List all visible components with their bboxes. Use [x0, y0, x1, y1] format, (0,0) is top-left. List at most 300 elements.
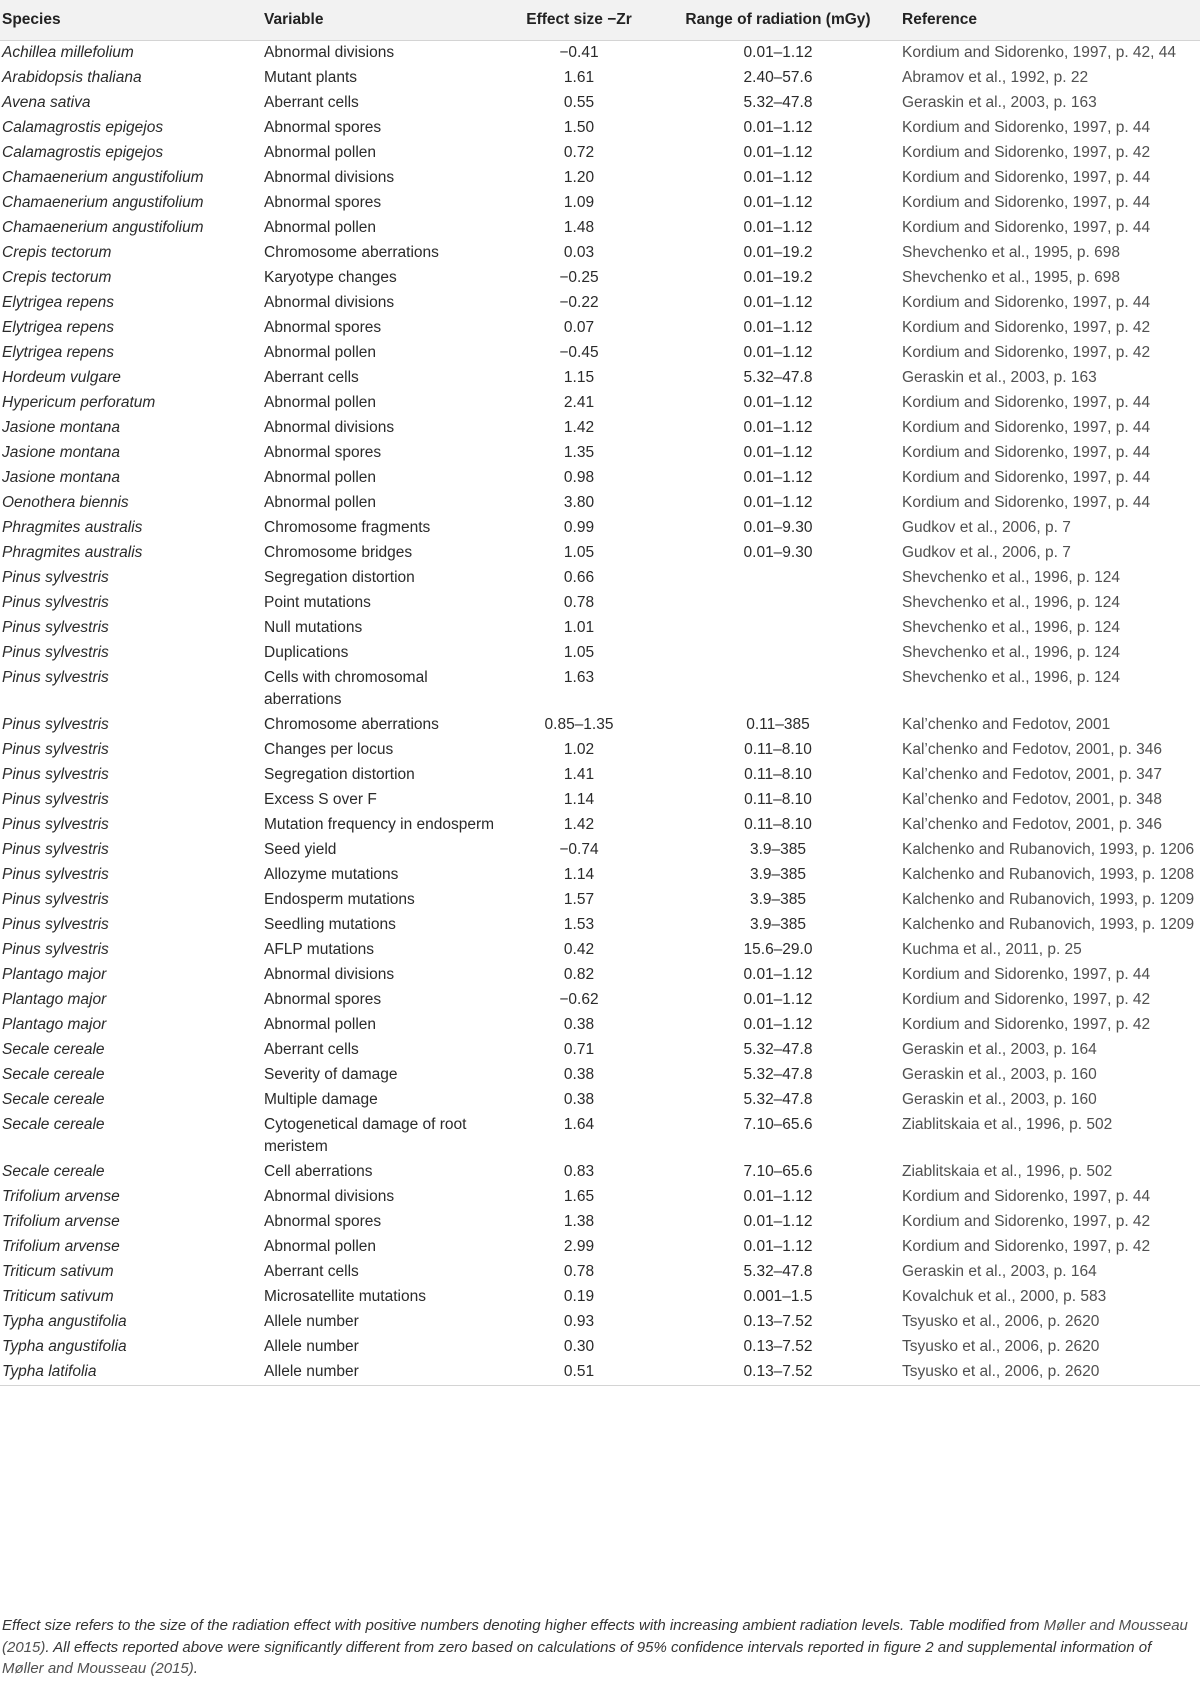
- table-row: [0, 91, 1200, 116]
- cell-effect-size: 1.02: [563, 741, 595, 758]
- cell-species: Jasione montana: [2, 419, 121, 436]
- cell-species: Chamaenerium angustifolium: [2, 194, 204, 211]
- table-row: [0, 1285, 1200, 1310]
- cell-variable: Cell aberrations: [264, 1163, 373, 1180]
- cell-radiation-range: 0.01–9.30: [743, 544, 813, 561]
- cell-species: Triticum sativum: [2, 1288, 114, 1305]
- cell-reference[interactable]: Kordium and Sidorenko, 1997, p. 42: [902, 319, 1151, 336]
- cell-radiation-range: 0.01–19.2: [743, 269, 813, 286]
- cell-effect-size: 1.42: [563, 816, 595, 833]
- table-row: [0, 166, 1200, 191]
- cell-species: Triticum sativum: [2, 1263, 114, 1280]
- cell-reference[interactable]: Kordium and Sidorenko, 1997, p. 42: [902, 1016, 1151, 1033]
- cell-radiation-range: 0.01–1.12: [743, 991, 813, 1008]
- table-row: [0, 491, 1200, 516]
- cell-species: Crepis tectorum: [2, 269, 112, 286]
- cell-species: Hordeum vulgare: [2, 369, 121, 386]
- cell-radiation-range: 3.9–385: [749, 841, 807, 858]
- table-row: [0, 141, 1200, 166]
- table-header: [0, 0, 1200, 41]
- cell-species: Trifolium arvense: [2, 1188, 120, 1205]
- cell-effect-size: 0.30: [563, 1338, 595, 1355]
- cell-species: Pinus sylvestris: [2, 619, 109, 636]
- cell-effect-size: 0.55: [563, 94, 595, 111]
- cell-effect-size: 1.53: [563, 916, 595, 933]
- cell-variable: Segregation distortion: [264, 766, 415, 783]
- cell-effect-size: 1.61: [563, 69, 595, 86]
- cell-reference[interactable]: Kovalchuk et al., 2000, p. 583: [902, 1288, 1107, 1305]
- cell-radiation-range: 0.01–1.12: [743, 469, 813, 486]
- header-reference: Reference: [902, 0, 1200, 41]
- cell-effect-size: 1.65: [563, 1188, 595, 1205]
- cell-effect-size: 0.07: [563, 319, 595, 336]
- cell-variable: Endosperm mutations: [264, 891, 415, 908]
- cell-species: Jasione montana: [2, 444, 121, 461]
- cell-effect-size: 1.35: [563, 444, 595, 461]
- cell-reference[interactable]: Geraskin et al., 2003, p. 160: [902, 1091, 1097, 1108]
- cell-effect-size: 1.15: [563, 369, 595, 386]
- cell-species: Plantago major: [2, 991, 107, 1008]
- cell-species: Trifolium arvense: [2, 1213, 120, 1230]
- cell-reference[interactable]: Shevchenko et al., 1996, p. 124: [902, 669, 1121, 686]
- cell-species: Chamaenerium angustifolium: [2, 169, 204, 186]
- cell-variable: Aberrant cells: [264, 1263, 359, 1280]
- cell-reference[interactable]: Kalchenko and Rubanovich, 1993, p. 1206: [902, 841, 1195, 858]
- cell-species: Calamagrostis epigejos: [2, 119, 164, 136]
- cell-species: Pinus sylvestris: [2, 594, 109, 611]
- cell-variable: Abnormal pollen: [264, 469, 377, 486]
- cell-species: Calamagrostis epigejos: [2, 144, 164, 161]
- table-row: [0, 466, 1200, 491]
- cell-variable: Abnormal pollen: [264, 1016, 377, 1033]
- cell-reference[interactable]: Kordium and Sidorenko, 1997, p. 42: [902, 1213, 1151, 1230]
- cell-reference[interactable]: Kordium and Sidorenko, 1997, p. 42: [902, 144, 1151, 161]
- cell-reference[interactable]: Shevchenko et al., 1996, p. 124: [902, 619, 1121, 636]
- cell-radiation-range: 0.001–1.5: [743, 1288, 813, 1305]
- cell-variable: Point mutations: [264, 594, 371, 611]
- cell-variable: Allele number: [264, 1313, 359, 1330]
- table-row: [0, 888, 1200, 913]
- table-row: [0, 913, 1200, 938]
- cell-effect-size: −0.22: [559, 294, 599, 311]
- table-row: [0, 1235, 1200, 1260]
- cell-reference[interactable]: Kordium and Sidorenko, 1997, p. 44: [902, 119, 1151, 136]
- cell-species: Pinus sylvestris: [2, 941, 109, 958]
- table-row: [0, 1160, 1200, 1185]
- cell-effect-size: −0.41: [559, 44, 599, 61]
- table-row: [0, 541, 1200, 566]
- cell-effect-size: 0.38: [563, 1016, 595, 1033]
- table-row: [0, 391, 1200, 416]
- cell-species: Trifolium arvense: [2, 1238, 120, 1255]
- cell-radiation-range: 0.13–7.52: [743, 1338, 813, 1355]
- cell-reference[interactable]: Ziablitskaia et al., 1996, p. 502: [902, 1163, 1113, 1180]
- cell-reference[interactable]: Kordium and Sidorenko, 1997, p. 44: [902, 169, 1151, 186]
- cell-reference[interactable]: Geraskin et al., 2003, p. 164: [902, 1263, 1097, 1280]
- cell-variable: Abnormal spores: [264, 194, 382, 211]
- cell-variable: Excess S over F: [264, 791, 377, 808]
- cell-radiation-range: [658, 616, 902, 641]
- cell-variable: Chromosome aberrations: [264, 244, 439, 261]
- cell-radiation-range: 0.01–1.12: [743, 219, 813, 236]
- cell-variable: Chromosome fragments: [264, 519, 431, 536]
- table-body: [0, 41, 1200, 1386]
- cell-reference[interactable]: Shevchenko et al., 1995, p. 698: [902, 269, 1121, 286]
- cell-species: Elytrigea repens: [2, 344, 115, 361]
- cell-species: Secale cereale: [2, 1091, 105, 1108]
- cell-effect-size: 0.82: [563, 966, 595, 983]
- cell-reference[interactable]: Kordium and Sidorenko, 1997, p. 44: [902, 444, 1151, 461]
- cell-radiation-range: 5.32–47.8: [743, 1091, 813, 1108]
- cell-effect-size: 1.50: [563, 119, 595, 136]
- cell-effect-size: 1.14: [563, 791, 595, 808]
- cell-effect-size: −0.45: [559, 344, 599, 361]
- cell-species: Typha angustifolia: [2, 1313, 127, 1330]
- cell-effect-size: 3.80: [563, 494, 595, 511]
- cell-species: Arabidopsis thaliana: [2, 69, 142, 86]
- cell-reference[interactable]: Kal’chenko and Fedotov, 2001, p. 348: [902, 791, 1162, 808]
- table-row: [0, 416, 1200, 441]
- cell-reference[interactable]: Kordium and Sidorenko, 1997, p. 42: [902, 991, 1151, 1008]
- cell-radiation-range: 3.9–385: [749, 916, 807, 933]
- cell-radiation-range: 5.32–47.8: [743, 1066, 813, 1083]
- cell-species: Chamaenerium angustifolium: [2, 219, 204, 236]
- cell-variable: Abnormal pollen: [264, 344, 377, 361]
- cell-species: Pinus sylvestris: [2, 741, 109, 758]
- cell-variable: Abnormal divisions: [264, 1188, 395, 1205]
- cell-effect-size: 0.38: [563, 1091, 595, 1108]
- footnote-text-3: .: [193, 1660, 198, 1677]
- cell-variable: Chromosome aberrations: [264, 716, 439, 733]
- cell-reference[interactable]: Kordium and Sidorenko, 1997, p. 44: [902, 419, 1151, 436]
- cell-radiation-range: 0.01–1.12: [743, 419, 813, 436]
- table-row: [0, 216, 1200, 241]
- cell-effect-size: −0.25: [559, 269, 599, 286]
- cell-radiation-range: 0.01–1.12: [743, 319, 813, 336]
- cell-species: Elytrigea repens: [2, 319, 115, 336]
- cell-radiation-range: 5.32–47.8: [743, 1263, 813, 1280]
- table-row: [0, 1013, 1200, 1038]
- cell-effect-size: 0.66: [563, 569, 595, 586]
- header-radiation-range: Range of radiation (mGy): [658, 0, 902, 41]
- cell-reference[interactable]: Shevchenko et al., 1996, p. 124: [902, 594, 1121, 611]
- cell-effect-size: 1.64: [563, 1116, 595, 1133]
- cell-species: Pinus sylvestris: [2, 766, 109, 783]
- cell-species: Pinus sylvestris: [2, 916, 109, 933]
- table-row: [0, 738, 1200, 763]
- cell-effect-size: 2.99: [563, 1238, 595, 1255]
- cell-effect-size: 0.19: [563, 1288, 595, 1305]
- table-row: [0, 591, 1200, 616]
- cell-effect-size: 2.41: [563, 394, 595, 411]
- table-row: [0, 41, 1200, 67]
- cell-species: Typha angustifolia: [2, 1338, 127, 1355]
- cell-variable: Abnormal divisions: [264, 966, 395, 983]
- table-row: [0, 616, 1200, 641]
- cell-species: Plantago major: [2, 966, 107, 983]
- cell-radiation-range: 0.11–8.10: [744, 741, 812, 758]
- cell-variable: Cells with chromosomal aberrations: [264, 669, 428, 708]
- cell-variable: Allele number: [264, 1338, 359, 1355]
- cell-variable: Mutant plants: [264, 69, 358, 86]
- table-row: [0, 1360, 1200, 1386]
- cell-species: Oenothera biennis: [2, 494, 129, 511]
- cell-variable: Aberrant cells: [264, 1041, 359, 1058]
- cell-species: Pinus sylvestris: [2, 816, 109, 833]
- table-row: [0, 1038, 1200, 1063]
- table-row: [0, 441, 1200, 466]
- cell-species: Crepis tectorum: [2, 244, 112, 261]
- cell-reference[interactable]: Kordium and Sidorenko, 1997, p. 42, 44: [902, 44, 1177, 61]
- cell-radiation-range: 0.01–1.12: [743, 44, 813, 61]
- table-footnote: [2, 1615, 1196, 1680]
- cell-variable: Aberrant cells: [264, 94, 359, 111]
- cell-species: Avena sativa: [2, 94, 91, 111]
- table-row: [0, 66, 1200, 91]
- table-row: [0, 1260, 1200, 1285]
- cell-radiation-range: 0.01–1.12: [743, 294, 813, 311]
- cell-reference[interactable]: Kordium and Sidorenko, 1997, p. 44: [902, 1188, 1151, 1205]
- cell-variable: Abnormal spores: [264, 444, 382, 461]
- cell-reference[interactable]: Gudkov et al., 2006, p. 7: [902, 519, 1071, 536]
- cell-radiation-range: 0.01–1.12: [743, 444, 813, 461]
- cell-radiation-range: 0.01–1.12: [743, 494, 813, 511]
- cell-effect-size: 0.98: [563, 469, 595, 486]
- cell-radiation-range: 0.01–19.2: [743, 244, 813, 261]
- cell-radiation-range: 7.10–65.6: [743, 1163, 813, 1180]
- header-row: [0, 0, 1200, 41]
- cell-variable: Mutation frequency in endosperm: [264, 816, 495, 833]
- cell-species: Secale cereale: [2, 1041, 105, 1058]
- cell-effect-size: 0.78: [563, 594, 595, 611]
- cell-reference[interactable]: Kordium and Sidorenko, 1997, p. 44: [902, 294, 1151, 311]
- cell-variable: Abnormal divisions: [264, 419, 395, 436]
- table-row: [0, 641, 1200, 666]
- cell-effect-size: 0.93: [563, 1313, 595, 1330]
- table-row: [0, 291, 1200, 316]
- cell-radiation-range: 2.40–57.6: [743, 69, 813, 86]
- cell-effect-size: 0.03: [563, 244, 595, 261]
- cell-radiation-range: 0.13–7.52: [658, 1360, 902, 1386]
- cell-variable: Abnormal spores: [264, 991, 382, 1008]
- cell-reference[interactable]: Kalchenko and Rubanovich, 1993, p. 1209: [902, 891, 1195, 908]
- cell-reference[interactable]: Kordium and Sidorenko, 1997, p. 44: [902, 469, 1151, 486]
- cell-radiation-range: [658, 641, 902, 666]
- cell-species: Pinus sylvestris: [2, 569, 109, 586]
- cell-radiation-range: 0.11–8.10: [744, 816, 812, 833]
- cell-reference[interactable]: Kal’chenko and Fedotov, 2001, p. 346: [902, 816, 1162, 833]
- cell-effect-size: 0.83: [563, 1163, 595, 1180]
- cell-effect-size: 0.51: [504, 1360, 658, 1386]
- table-row: [0, 1210, 1200, 1235]
- cell-effect-size: 1.20: [563, 169, 595, 186]
- cell-radiation-range: 0.01–9.30: [743, 519, 813, 536]
- cell-reference[interactable]: Geraskin et al., 2003, p. 163: [902, 369, 1097, 386]
- cell-reference[interactable]: Kordium and Sidorenko, 1997, p. 44: [902, 219, 1151, 236]
- cell-variable: Allozyme mutations: [264, 866, 399, 883]
- cell-variable: Abnormal spores: [264, 319, 382, 336]
- cell-variable: Cytogenetical damage of root meristem: [264, 1116, 467, 1155]
- cell-effect-size: 1.05: [563, 644, 595, 661]
- cell-radiation-range: 5.32–47.8: [743, 369, 813, 386]
- cell-radiation-range: 0.13–7.52: [743, 1313, 813, 1330]
- cell-reference[interactable]: Kordium and Sidorenko, 1997, p. 44: [902, 494, 1151, 511]
- cell-effect-size: 0.38: [563, 1066, 595, 1083]
- cell-reference[interactable]: Geraskin et al., 2003, p. 163: [902, 94, 1097, 111]
- table-row: [0, 1335, 1200, 1360]
- cell-effect-size: 0.99: [563, 519, 595, 536]
- table-row: [0, 788, 1200, 813]
- cell-effect-size: 1.57: [563, 891, 595, 908]
- header-species: Species: [0, 0, 264, 41]
- cell-reference[interactable]: Kalchenko and Rubanovich, 1993, p. 1208: [902, 866, 1195, 883]
- footnote-citation-1[interactable]: Møller and Mousseau (2015): [2, 1617, 1188, 1656]
- cell-effect-size: 1.63: [563, 669, 595, 686]
- table-row: [0, 266, 1200, 291]
- cell-reference[interactable]: Kordium and Sidorenko, 1997, p. 44: [902, 394, 1151, 411]
- cell-radiation-range: 0.01–1.12: [743, 119, 813, 136]
- table-row: [0, 963, 1200, 988]
- table-row: [0, 938, 1200, 963]
- cell-variable: Abnormal pollen: [264, 144, 377, 161]
- table-row: [0, 116, 1200, 141]
- table-row: [0, 1113, 1200, 1160]
- table-row: [0, 516, 1200, 541]
- header-effect-size: Effect size −Zr: [504, 0, 658, 41]
- cell-species: Secale cereale: [2, 1163, 105, 1180]
- cell-species: Pinus sylvestris: [2, 841, 109, 858]
- cell-radiation-range: 0.01–1.12: [743, 169, 813, 186]
- cell-reference[interactable]: Geraskin et al., 2003, p. 160: [902, 1066, 1097, 1083]
- cell-variable: Null mutations: [264, 619, 363, 636]
- cell-reference[interactable]: Ziablitskaia et al., 1996, p. 502: [902, 1116, 1113, 1133]
- cell-variable: Abnormal divisions: [264, 294, 395, 311]
- cell-radiation-range: 0.01–1.12: [743, 194, 813, 211]
- cell-reference[interactable]: Shevchenko et al., 1996, p. 124: [902, 644, 1121, 661]
- cell-variable: Changes per locus: [264, 741, 394, 758]
- cell-radiation-range: 0.11–385: [746, 716, 810, 733]
- cell-reference[interactable]: Kal’chenko and Fedotov, 2001: [902, 716, 1111, 733]
- cell-variable: Multiple damage: [264, 1091, 378, 1108]
- cell-species: Pinus sylvestris: [2, 791, 109, 808]
- cell-reference[interactable]: Geraskin et al., 2003, p. 164: [902, 1041, 1097, 1058]
- cell-radiation-range: 0.01–1.12: [743, 966, 813, 983]
- cell-radiation-range: 0.01–1.12: [743, 144, 813, 161]
- cell-reference[interactable]: Abramov et al., 1992, p. 22: [902, 69, 1089, 86]
- cell-species: Secale cereale: [2, 1066, 105, 1083]
- cell-variable: Abnormal spores: [264, 1213, 382, 1230]
- cell-radiation-range: 3.9–385: [749, 866, 807, 883]
- table-row: [0, 863, 1200, 888]
- cell-radiation-range: 0.01–1.12: [743, 394, 813, 411]
- cell-variable: Seedling mutations: [264, 916, 396, 933]
- cell-variable: Severity of damage: [264, 1066, 398, 1083]
- cell-effect-size: 1.05: [563, 544, 595, 561]
- cell-species: Plantago major: [2, 1016, 107, 1033]
- table-row: [0, 1185, 1200, 1210]
- table-row: [0, 713, 1200, 738]
- cell-reference[interactable]: Kal’chenko and Fedotov, 2001, p. 347: [902, 766, 1162, 783]
- cell-effect-size: 1.48: [563, 219, 595, 236]
- cell-reference[interactable]: Tsyusko et al., 2006, p. 2620: [902, 1338, 1100, 1355]
- cell-reference[interactable]: Gudkov et al., 2006, p. 7: [902, 544, 1071, 561]
- table-row: [0, 988, 1200, 1013]
- cell-variable: Abnormal spores: [264, 119, 382, 136]
- cell-variable: AFLP mutations: [264, 941, 374, 958]
- cell-reference[interactable]: Kordium and Sidorenko, 1997, p. 42: [902, 344, 1151, 361]
- table-row: [0, 1063, 1200, 1088]
- cell-reference[interactable]: Tsyusko et al., 2006, p. 2620: [902, 1360, 1200, 1386]
- cell-radiation-range: 0.11–8.10: [744, 766, 812, 783]
- table-row: [0, 191, 1200, 216]
- cell-radiation-range: 7.10–65.6: [743, 1116, 813, 1133]
- cell-variable: Aberrant cells: [264, 369, 359, 386]
- cell-reference[interactable]: Kalchenko and Rubanovich, 1993, p. 1209: [902, 916, 1195, 933]
- footnote-text-2: . All effects reported above were significantly different from zero based on calculations of 95% confidence intervals reported in figure 2 and supplemental information of: [45, 1638, 1152, 1656]
- cell-reference[interactable]: Kordium and Sidorenko, 1997, p. 44: [902, 194, 1151, 211]
- cell-reference[interactable]: Kuchma et al., 2011, p. 25: [902, 941, 1082, 958]
- table-row: [0, 666, 1200, 713]
- cell-reference[interactable]: Shevchenko et al., 1996, p. 124: [902, 569, 1121, 586]
- cell-reference[interactable]: Tsyusko et al., 2006, p. 2620: [902, 1313, 1100, 1330]
- table-row: [0, 1310, 1200, 1335]
- cell-reference[interactable]: Kordium and Sidorenko, 1997, p. 44: [902, 966, 1151, 983]
- cell-species: Phragmites australis: [2, 544, 143, 561]
- cell-species: Pinus sylvestris: [2, 716, 109, 733]
- cell-reference[interactable]: Kal’chenko and Fedotov, 2001, p. 346: [902, 741, 1162, 758]
- cell-effect-size: 1.01: [563, 619, 595, 636]
- cell-effect-size: 1.38: [563, 1213, 595, 1230]
- cell-effect-size: 0.85–1.35: [544, 716, 614, 733]
- cell-radiation-range: 3.9–385: [749, 891, 807, 908]
- cell-radiation-range: 0.01–1.12: [743, 344, 813, 361]
- cell-species: Jasione montana: [2, 469, 121, 486]
- cell-variable: Abnormal pollen: [264, 394, 377, 411]
- cell-species: Pinus sylvestris: [2, 644, 109, 661]
- cell-species: Phragmites australis: [2, 519, 143, 536]
- cell-radiation-range: 0.11–8.10: [744, 791, 812, 808]
- cell-variable: Segregation distortion: [264, 569, 415, 586]
- cell-variable: Abnormal divisions: [264, 44, 395, 61]
- footnote-citation-2[interactable]: Møller and Mousseau (2015): [2, 1660, 194, 1677]
- table-row: [0, 341, 1200, 366]
- cell-species: Pinus sylvestris: [2, 891, 109, 908]
- cell-variable: Seed yield: [264, 841, 337, 858]
- cell-radiation-range: 0.01–1.12: [743, 1016, 813, 1033]
- table-row: [0, 316, 1200, 341]
- cell-effect-size: 0.72: [563, 144, 595, 161]
- cell-species: Typha latifolia: [0, 1360, 264, 1386]
- cell-radiation-range: 0.01–1.12: [743, 1238, 813, 1255]
- cell-effect-size: 1.14: [563, 866, 595, 883]
- cell-effect-size: 0.42: [563, 941, 595, 958]
- cell-effect-size: 1.09: [563, 194, 595, 211]
- table-row: [0, 566, 1200, 591]
- cell-radiation-range: [658, 666, 902, 713]
- cell-variable: Duplications: [264, 644, 349, 661]
- cell-variable: Abnormal divisions: [264, 169, 395, 186]
- cell-radiation-range: [658, 566, 902, 591]
- cell-effect-size: −0.62: [559, 991, 599, 1008]
- cell-variable: Abnormal pollen: [264, 494, 377, 511]
- cell-reference[interactable]: Shevchenko et al., 1995, p. 698: [902, 244, 1121, 261]
- cell-species: Secale cereale: [2, 1116, 105, 1133]
- cell-reference[interactable]: Kordium and Sidorenko, 1997, p. 42: [902, 1238, 1151, 1255]
- cell-radiation-range: 15.6–29.0: [743, 941, 813, 958]
- cell-effect-size: 1.42: [563, 419, 595, 436]
- table-row: [0, 813, 1200, 838]
- table-row: [0, 763, 1200, 788]
